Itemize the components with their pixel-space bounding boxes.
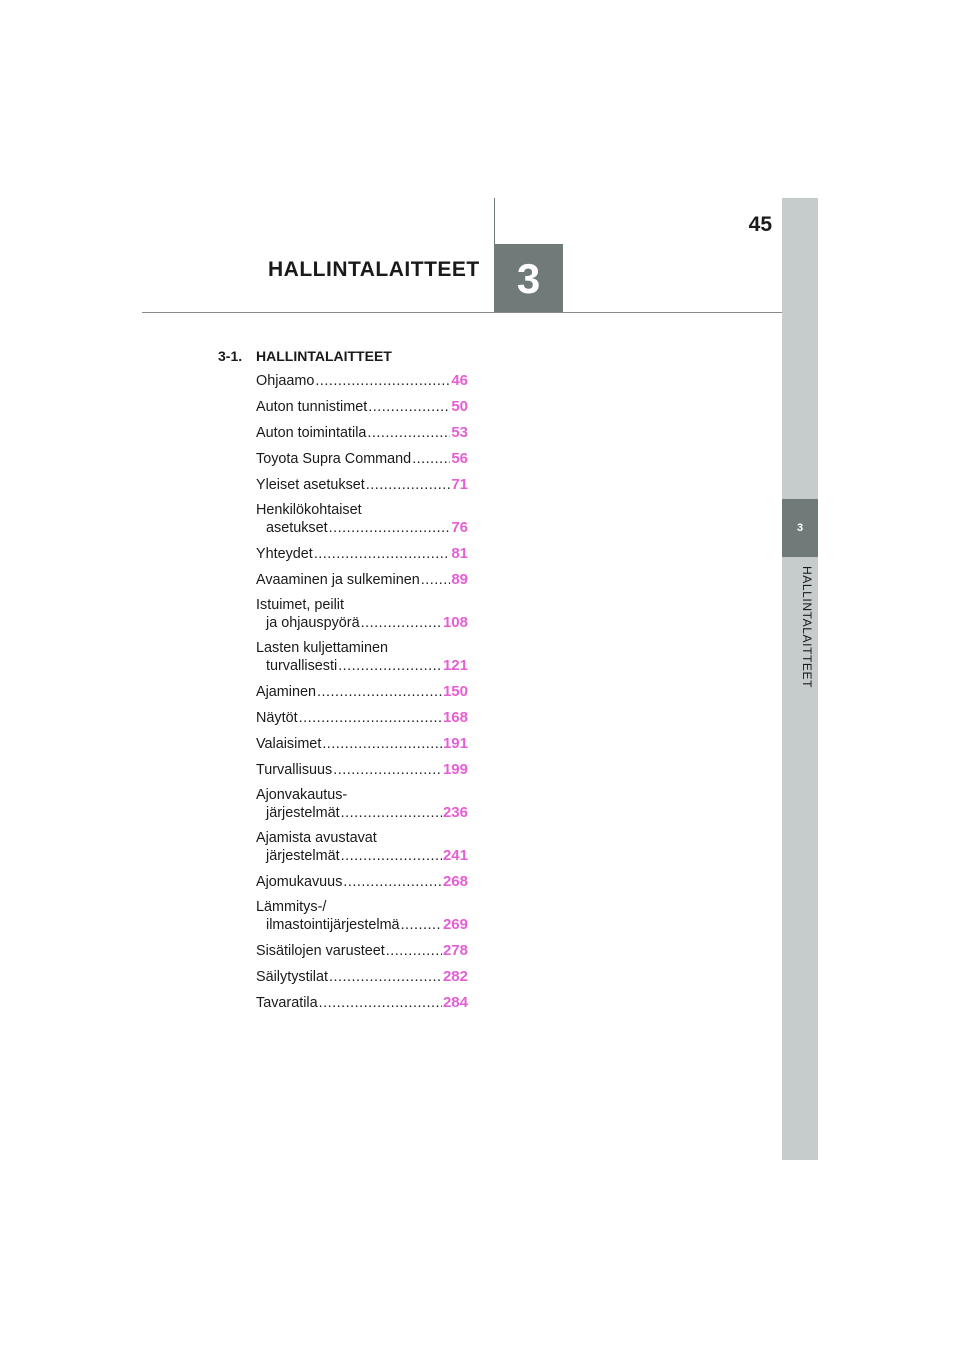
toc-dot-leader [367,425,450,442]
side-chapter-tab[interactable] [782,499,818,557]
toc-page-link[interactable]: 56 [451,450,468,467]
toc-entry-title: Yhteydet [256,546,313,562]
toc-dot-leader [368,399,450,416]
toc-dot-leader [361,615,442,632]
toc-entry-title: Henkilökohtaiset [256,502,362,518]
toc-entry[interactable] [256,597,468,632]
toc-dot-leader [329,520,451,537]
toc-entry[interactable] [256,683,468,701]
toc-entry-title: Ohjaamo [256,373,315,389]
toc-entry-line [256,968,468,986]
toc-entry-title: Avaaminen ja sulkeminen [256,572,420,588]
toc-entry-line [256,735,468,753]
toc-page-link[interactable]: 76 [451,519,468,536]
section-number: 3-1. [218,348,243,364]
toc-entry[interactable] [256,761,468,779]
toc-entry-title: ja ohjauspyörä [266,615,360,631]
toc-entry-title: Näytöt [256,710,298,726]
toc-entry[interactable] [256,571,468,589]
toc-page-link[interactable]: 121 [442,657,468,674]
toc-entry-line [256,476,468,494]
toc-dot-leader [412,451,450,468]
toc-entry[interactable] [256,942,468,960]
toc-entry[interactable] [256,994,468,1012]
toc-entry[interactable] [256,398,468,416]
toc-page-link[interactable]: 199 [442,761,468,778]
toc-entry-line [256,597,468,614]
toc-dot-leader [343,874,442,891]
toc-entry-title: Valaisimet [256,736,322,752]
toc-dot-leader [319,995,442,1012]
toc-dot-leader [341,805,442,822]
toc-entry-line [256,424,468,442]
toc-entry[interactable] [256,545,468,563]
page-number: 45 [748,213,772,236]
toc-entry[interactable] [256,873,468,891]
toc-entry-line [256,614,468,632]
toc-entry[interactable] [256,787,468,822]
toc-entry[interactable] [256,450,468,468]
toc-entry-line [256,683,468,701]
toc-dot-leader [317,684,442,701]
toc-dot-leader [386,943,442,960]
toc-entry[interactable] [256,899,468,934]
toc-entry[interactable] [256,476,468,494]
toc-page-link[interactable]: 241 [442,847,468,864]
side-chapter-label: HALLINTALAITTEET [800,566,814,689]
toc-entry[interactable] [256,640,468,675]
toc-page-link[interactable]: 108 [442,614,468,631]
toc-page-link[interactable]: 168 [442,709,468,726]
toc-page-link[interactable]: 282 [442,968,468,985]
toc-dot-leader [329,969,442,986]
toc-entry-title: Auton tunnistimet [256,399,368,415]
toc-page-link[interactable]: 89 [451,571,468,588]
toc-entry-line [256,830,468,847]
toc-page-link[interactable]: 50 [451,398,468,415]
toc-entry-title: Ajonvakautus- [256,787,348,803]
chapter-number-box [494,244,563,313]
toc-entry[interactable] [256,424,468,442]
toc-entry-line [256,450,468,468]
header-divider-vertical [494,198,495,244]
toc-entry-title: turvallisesti [266,658,338,674]
toc-entry-line [256,571,468,589]
section-title: HALLINTALAITTEET [256,348,392,364]
toc-entry[interactable] [256,968,468,986]
toc-entry[interactable] [256,502,468,537]
chapter-title: HALLINTALAITTEET [268,258,480,281]
toc-page-link[interactable]: 81 [451,545,468,562]
toc-entry-title: järjestelmät [266,805,340,821]
toc-entry-line [256,502,468,519]
toc-entry-line [256,640,468,657]
toc-page-link[interactable]: 191 [442,735,468,752]
toc-entry-title: Istuimet, peilit [256,597,344,613]
toc-dot-leader [401,917,442,934]
toc-page-link[interactable]: 150 [442,683,468,700]
toc-entry-title: Yleiset asetukset [256,477,365,493]
toc-entry-line [256,519,468,537]
toc-entry-line [256,372,468,390]
toc-dot-leader [314,546,451,563]
toc-entry-title: Turvallisuus [256,762,333,778]
toc-entry-title: järjestelmät [266,848,340,864]
toc-entry-title: Ajamista avustavat [256,830,377,846]
side-tab-number: 3 [796,522,804,534]
toc-page-link[interactable]: 268 [442,873,468,890]
toc-entry[interactable] [256,372,468,390]
toc-page-link[interactable]: 71 [451,476,468,493]
toc-entry-line [256,942,468,960]
toc-page-link[interactable]: 46 [451,372,468,389]
toc-entry[interactable] [256,830,468,865]
toc-dot-leader [315,373,450,390]
toc-entry-line [256,787,468,804]
chapter-number: 3 [516,254,541,302]
toc-entry-title: Ajomukavuus [256,874,343,890]
toc-dot-leader [421,572,451,589]
toc-entry-line [256,994,468,1012]
toc-entry-line [256,657,468,675]
toc-entry-line [256,709,468,727]
toc-entry-title: Ajaminen [256,684,316,700]
table-of-contents [256,372,468,1020]
toc-entry-title: ilmastointijärjestelmä [266,917,400,933]
toc-entry-title: asetukset [266,520,328,536]
toc-dot-leader [366,477,451,494]
toc-entry-title: Auton toimintatila [256,425,367,441]
toc-entry-title: Sisätilojen varusteet [256,943,385,959]
toc-dot-leader [322,736,442,753]
toc-entry[interactable] [256,735,468,753]
toc-page-link[interactable]: 284 [442,994,468,1011]
toc-entry-line [256,545,468,563]
toc-dot-leader [341,848,442,865]
toc-page-link[interactable]: 278 [442,942,468,959]
toc-entry[interactable] [256,709,468,727]
toc-page-link[interactable]: 269 [442,916,468,933]
toc-entry-title: Lämmitys-/ [256,899,327,915]
toc-entry-line [256,398,468,416]
toc-entry-line [256,873,468,891]
header-divider-horizontal [142,312,782,313]
toc-entry-line [256,804,468,822]
toc-entry-line [256,899,468,916]
toc-page-link[interactable]: 236 [442,804,468,821]
toc-dot-leader [333,762,442,779]
toc-entry-title: Lasten kuljettaminen [256,640,388,656]
toc-entry-title: Tavaratila [256,995,318,1011]
toc-entry-line [256,916,468,934]
toc-entry-title: Toyota Supra Command [256,451,412,467]
toc-entry-line [256,761,468,779]
toc-entry-title: Säilytystilat [256,969,328,985]
toc-page-link[interactable]: 53 [451,424,468,441]
toc-entry-line [256,847,468,865]
toc-dot-leader [299,710,442,727]
toc-dot-leader [338,658,442,675]
